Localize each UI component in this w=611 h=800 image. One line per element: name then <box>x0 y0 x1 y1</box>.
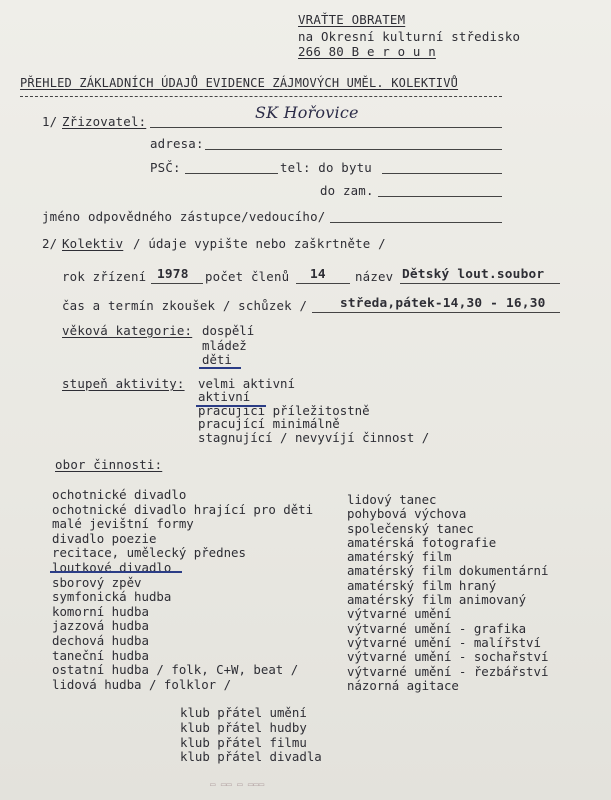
activity-label: stupeň aktivity: <box>62 376 185 391</box>
field-item: ostatní hudba / folk, C+W, beat / <box>52 662 299 678</box>
field-item: názorná agitace <box>347 677 459 693</box>
activity-option-stagnant: stagnující / nevyvíjí činnost / <box>198 429 430 445</box>
kolektiv-instruction: / údaje vypište nebo zaškrtněte / <box>133 236 386 251</box>
adresa-line <box>205 149 502 150</box>
field-item: lidový tanec <box>347 492 437 507</box>
pocet-line <box>296 283 350 284</box>
return-notice-title: VRAŤTE OBRATEM <box>298 12 406 27</box>
field-item: taneční hudba <box>52 647 149 663</box>
field-item: amatérská fotografie <box>347 534 497 550</box>
rok-line <box>151 283 203 284</box>
responsible-label: jméno odpovědného zástupce/vedoucího/ <box>42 209 326 224</box>
age-label: věková kategorie: <box>62 323 193 338</box>
tel-work-label: do zam. <box>320 183 374 198</box>
pocet-value: 14 <box>310 267 326 282</box>
form-heading: PŘEHLED ZÁKLADNÍCH ÚDAJŮ EVIDENCE ZÁJMOVÝCH UMĚL. KOLEKTIVŮ <box>20 76 459 90</box>
zrizovatel-label: Zřizovatel: <box>62 114 147 129</box>
rok-value: 1978 <box>157 267 189 282</box>
club-item: klub přátel umění <box>180 705 307 720</box>
nazev-label: název <box>355 269 394 284</box>
club-item: klub přátel divadla <box>180 749 322 765</box>
field-item: výtvarné umění - malířství <box>347 634 541 650</box>
tel-home-line <box>382 173 502 174</box>
nazev-line <box>400 283 560 284</box>
activity-options <box>198 377 429 444</box>
zrizovatel-line <box>150 127 502 128</box>
field-item: recitace, umělecký přednes <box>52 545 246 561</box>
activity-selected-mark <box>196 405 266 407</box>
responsible-line <box>330 222 502 223</box>
activity-option-very-active: velmi aktivní <box>198 376 295 391</box>
field-item: výtvarné umění - sochařství <box>347 649 549 665</box>
field-item: ochotnické divadlo <box>52 487 187 502</box>
rok-label: rok zřízení <box>62 269 147 284</box>
field-item: malé jevištní formy <box>52 516 194 532</box>
field-label: obor činnosti: <box>55 457 163 472</box>
nazev-value: Dětský lout.soubor <box>402 267 545 282</box>
field-item: divadlo poezie <box>52 530 157 546</box>
return-notice-line2: 266 80 B e r o u n <box>298 44 436 59</box>
section1-number: 1/ <box>42 114 58 129</box>
field-item: výtvarné umění <box>347 606 452 622</box>
field-item: jazzová hudba <box>52 618 149 634</box>
field-item: ochotnické divadlo hrající pro děti <box>52 501 314 517</box>
club-item: klub přátel filmu <box>180 734 307 750</box>
zrizovatel-value: SK Hořovice <box>255 103 359 122</box>
cas-line <box>312 312 560 313</box>
cas-label: čas a termín zkoušek / schůzek / <box>62 298 308 313</box>
tel-work-line <box>378 196 502 197</box>
field-left-column <box>52 488 313 692</box>
heading-rule <box>20 96 502 97</box>
field-item-selected: loutkové divadlo <box>52 559 172 575</box>
psc-label: PSČ: <box>150 160 181 175</box>
activity-option-occasional: pracující příležitostně <box>198 402 370 418</box>
field-item: amatérský film <box>347 549 452 565</box>
activity-option-active: aktivní <box>198 389 251 405</box>
field-item: společenský tanec <box>347 520 474 536</box>
return-notice-line1: na Okresní kulturní středisko <box>298 29 521 44</box>
section2-number: 2/ <box>42 236 58 251</box>
field-item: amatérský film dokumentární <box>347 563 549 579</box>
field-item: symfonická hudba <box>52 589 172 605</box>
field-right-column <box>347 493 548 693</box>
age-option-children: děti <box>202 352 232 368</box>
club-list <box>180 706 322 765</box>
pocet-label: počet členů <box>205 269 290 284</box>
field-item: výtvarné umění - grafika <box>347 620 527 636</box>
activity-option-minimal: pracující minimálně <box>198 416 340 432</box>
field-item: dechová hudba <box>52 632 149 648</box>
age-options <box>202 324 254 368</box>
cas-value: středa,pátek-14,30 - 16,30 <box>340 296 546 311</box>
field-item: amatérský film hraný <box>347 577 497 593</box>
age-option-adult: dospělí <box>202 323 255 338</box>
field-item: lidová hudba / folklor / <box>52 676 232 692</box>
club-item: klub přátel hudby <box>180 719 307 735</box>
kolektiv-label: Kolektiv <box>62 236 124 251</box>
field-item: komorní hudba <box>52 603 149 619</box>
field-selected-mark <box>50 571 182 573</box>
reverse-side-bleed: ▭ ▭▭ ▭ ▭▭▭ <box>210 780 265 790</box>
field-item: amatérský film animovaný <box>347 592 527 608</box>
field-item: výtvarné umění - řezbářství <box>347 663 549 679</box>
field-item: pohybová výchova <box>347 506 467 522</box>
age-option-youth: mládež <box>202 337 247 353</box>
field-item: sborový zpěv <box>52 574 142 590</box>
psc-line <box>185 173 278 174</box>
tel-home-label: tel: do bytu <box>280 160 372 175</box>
age-selected-mark <box>199 367 241 369</box>
adresa-label: adresa: <box>150 136 204 151</box>
